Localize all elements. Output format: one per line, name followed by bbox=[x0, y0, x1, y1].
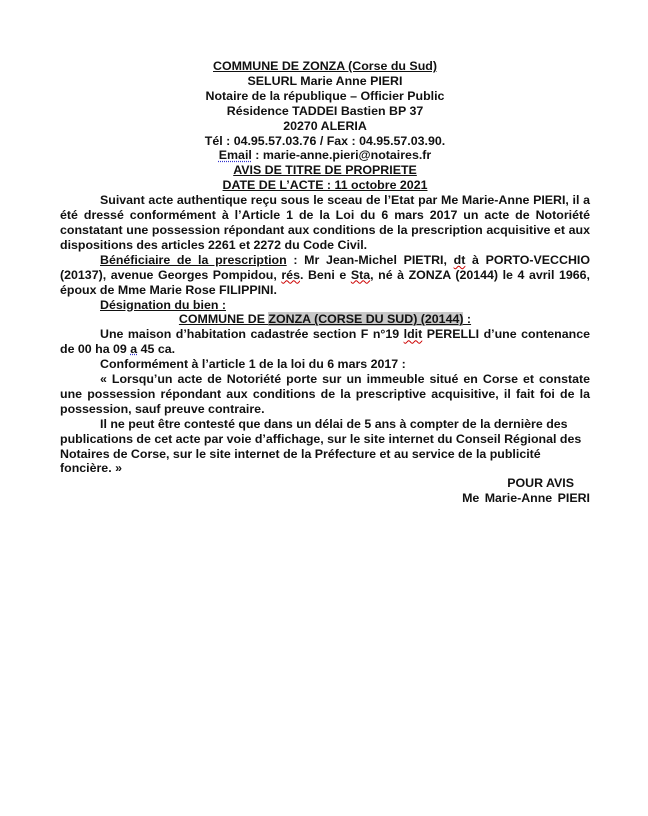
text: rés bbox=[281, 267, 300, 282]
text: 45 ca. bbox=[137, 342, 176, 357]
signature-pour-avis: POUR AVIS bbox=[507, 476, 574, 491]
header-title: Notaire de la république – Officier Public bbox=[205, 88, 445, 103]
beneficiary-label: Bénéficiaire de la prescription bbox=[100, 252, 287, 267]
text: Une maison d’habitation cadastrée section F n°19 bbox=[100, 327, 404, 342]
designation-commune bbox=[60, 312, 590, 327]
text: COMMUNE DE bbox=[178, 312, 269, 327]
paragraph-intro: Suivant acte authentique reçu sous le sceau de l’Etat par Me Marie-Anne PIERI, il a été dressé conformément à l’Article 1 de la Loi du 6 mars 2017 un acte de Notoriété constatant une possession répondant aux conditions de la prescription acquisitive et aux dispositions des articles 2261 et 2272 du Code Civil. bbox=[60, 193, 590, 252]
signature-name: Me Marie-Anne PIERI bbox=[462, 491, 590, 506]
header-office: SELURL Marie Anne PIERI bbox=[247, 73, 403, 88]
header-address2: 20270 ALERIA bbox=[283, 118, 367, 133]
law-reference: Conformément à l’article 1 de la loi du 6 mars 2017 : bbox=[100, 357, 406, 372]
text: . Beni e bbox=[299, 267, 351, 282]
text: : Mr Jean-Michel PIETRI, bbox=[286, 252, 454, 267]
paragraph-contest: Il ne peut être contesté que dans un délai de 5 ans à compter de la dernière des publications de cet acte par voie d’affichage, sur le site internet du Conseil Régional des Notaires de Corse, sur le site internet de la Préfecture et au service de la publicité foncière. » bbox=[60, 416, 582, 476]
text: dt bbox=[453, 252, 466, 267]
text: , né à ZONZA (20144) le 4 avril 1966, époux de Mme Marie Rose FILIPPINI. bbox=[60, 267, 590, 297]
paragraph-quote: « Lorsqu’un acte de Notoriété porte sur un immeuble situé en Corse et constate une possession répondant aux conditions de la prescriptive acquisitive, il fait foi de la possession, sauf preuve contraire. bbox=[60, 372, 590, 416]
email-label: Email bbox=[218, 148, 252, 163]
text: ZONZA (CORSE DU SUD) (20144) bbox=[268, 312, 464, 327]
text: PERELLI d’une contenance de 00 ha 09 bbox=[60, 327, 590, 357]
text: ldit bbox=[403, 327, 423, 342]
header-commune: COMMUNE DE ZONZA (Corse du Sud) bbox=[213, 59, 437, 73]
designation-label: Désignation du bien : bbox=[100, 297, 226, 312]
text: Sta bbox=[350, 267, 371, 282]
notice-title: AVIS DE TITRE DE PROPRIETE bbox=[233, 163, 417, 178]
paragraph-property bbox=[60, 327, 590, 357]
document-page bbox=[60, 59, 590, 506]
text: à PORTO-VECCHIO (20137), avenue Georges Pompidou, bbox=[60, 252, 590, 282]
text: a bbox=[130, 342, 138, 357]
email-value: : marie-anne.pieri@notaires.fr bbox=[251, 148, 432, 163]
header-email bbox=[60, 148, 590, 163]
act-date: DATE DE L’ACTE : 11 octobre 2021 bbox=[222, 178, 428, 193]
header-address1: Résidence TADDEI Bastien BP 37 bbox=[226, 103, 424, 118]
paragraph-beneficiary bbox=[60, 253, 590, 298]
text: : bbox=[463, 312, 472, 327]
header-phone: Tél : 04.95.57.03.76 / Fax : 04.95.57.03.90. bbox=[204, 133, 446, 148]
